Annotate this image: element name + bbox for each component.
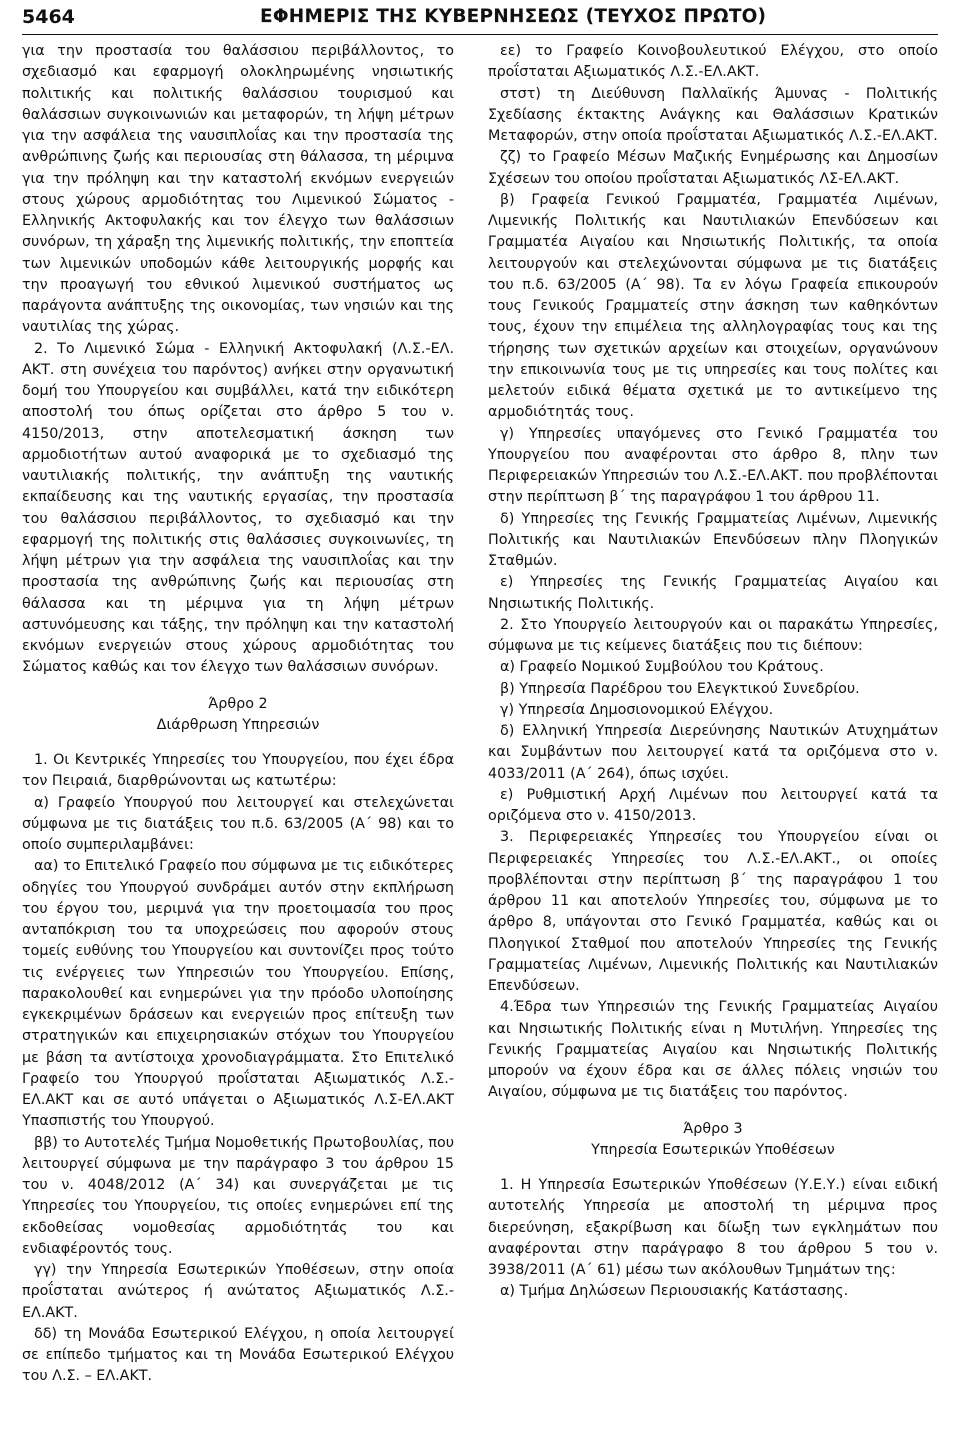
right-column <box>488 41 938 1303</box>
paragraph: γγ) την Υπηρεσία Εσωτερικών Υποθέσεων, στην οποία προΐσταται ανώτερος ή ανώτατος Αξιωματικός Λ.Σ.-ΕΛ.ΑΚΤ. <box>22 1262 454 1321</box>
paragraph: 1. Η Υπηρεσία Εσωτερικών Υποθέσεων (Υ.Ε.Υ.) είναι ειδική αυτοτελής Υπηρεσία με αποστολή τη μέριμνα προς διερεύνηση, εξακρίβωση και δίωξη των εγκλημάτων που αναφέρονται στην παράγραφο 8 του άρθρου 5 του ν. 3938/2011 (Α΄ 61) μέσω των ακόλουθων Τμημάτων της: <box>488 1177 938 1278</box>
paragraph: α) Γραφείο Νομικού Συμβούλου του Κράτους. <box>500 659 824 676</box>
spacer <box>488 1104 938 1119</box>
paragraph: ββ) το Αυτοτελές Τμήμα Νομοθετικής Πρωτοβουλίας, που λειτουργεί σύμφωνα με την παράγραφο 3 του άρθρου 15 του ν. 4048/2012 (Α΄ 34) και συνεργάζεται με τις Υπηρεσίες του Υπουργείου, τις οποίες ενημερώνει επί της εκδοθείσας νομοθεσίας αρμοδιότητάς του και ενδιαφέροντός τους. <box>22 1134 454 1257</box>
left-column <box>22 41 454 1388</box>
page-header <box>22 4 938 34</box>
paragraph: αα) το Επιτελικό Γραφείο που σύμφωνα με τις ειδικότερες οδηγίες του Υπουργού συνδράμει αυτόν στην εκπλήρωση του έργου του, μεριμνά για την προετοιμασία του προς ανταπόκριση του τα υποχρεώσεις που αφορούν στους τομείς ευθύνης του Υπουργείου και συντονίζει προς τούτο τις ενέργειες των Υπηρεσιών του Υπουργείου. Επίσης, παρακολουθεί και ενημερώνει για την πρόοδο υλοποίησης εγκεκριμένων δράσεων και ενεργειών προς επίτευξη των στρατηγικών και επιχειρησιακών στόχων του Υπουργείου με βάση τα αντίστοιχα χρονοδιαγράμματα. Στο Επιτελικό Γραφείο του Υπουργού προΐσταται Αξιωματικός Λ.Σ.-ΕΛ.ΑΚΤ και σε αυτό υπάγεται ο Αξιωματικός Λ.Σ-ΕΛ.ΑΚΤ Υπασπιστής του Υπουργού. <box>22 858 454 1130</box>
paragraph: στστ) τη Διεύθυνση Παλλαϊκής Άμυνας - Πολιτικής Σχεδίασης έκτακτης Ανάγκης και Θαλάσσιων Κρατικών Μεταφορών, στην οποία προΐσταται Αξιωματικός Λ.Σ.-ΕΛ.ΑΚΤ. <box>488 85 938 144</box>
paragraph: δδ) τη Μονάδα Εσωτερικού Ελέγχου, η οποία λειτουργεί σε επίπεδο τμήματος και τη Μονάδα Εσωτερικού Ελέγχου του Λ.Σ. – ΕΛ.ΑΚΤ. <box>22 1325 454 1385</box>
paragraph: δ) Υπηρεσίες της Γενικής Γραμματείας Λιμένων, Λιμενικής Πολιτικής και Ναυτιλιακών Επενδύσεων πλην Πλοηγικών Σταθμών. <box>488 510 938 569</box>
paragraph: 3. Περιφερειακές Υπηρεσίες του Υπουργείου είναι οι Περιφερειακές Υπηρεσίες του Λ.Σ.-ΕΛ.ΑΚΤ., οι οποίες προβλέπονται στην περίπτωση β΄ της παραγράφου 1 του άρθρου 11 και αποτελούν Υπηρεσίες του, σύμφωνα με το άρθρο 8, υπάγονται στο Γενικό Γραμματέα, καθώς και οι Πλοηγικοί Σταθμοί που αποτελούν Υπηρεσίες της Γενικής Γραμματείας Λιμένων, Λιμενικής Πολιτικής και Ναυτιλιακών Επενδύσεων. <box>488 829 938 994</box>
paragraph: 1. Οι Κεντρικές Υπηρεσίες του Υπουργείου, που έχει έδρα τον Πειραιά, διαρθρώνονται ως κατωτέρω: <box>22 752 454 790</box>
spacer <box>22 736 454 750</box>
article-title: Άρθρο 3 <box>683 1120 743 1137</box>
gazette-title: ΕΦΗΜΕΡΙΣ ΤΗΣ ΚΥΒΕΡΝΗΣΕΩΣ (ΤΕΥΧΟΣ ΠΡΩΤΟ) <box>260 6 767 27</box>
spacer <box>488 1161 938 1175</box>
paragraph: ε) Υπηρεσίες της Γενικής Γραμματείας Αιγαίου και Νησιωτικής Πολιτικής. <box>488 574 938 612</box>
spacer <box>22 679 454 694</box>
paragraph: 2. Το Λιμενικό Σώμα - Ελληνική Ακτοφυλακή (Λ.Σ.-ΕΛ. ΑΚΤ. στη συνέχεια του παρόντος) ανήκει στην οργανωτική δομή του Υπουργείου και συμβάλλει, κατά την ειδικότερη αποστολή του όπως ορίζεται στο άρθρο 5 του ν. 4150/2013, στην αποτελεσματική άσκηση των αρμοδιοτήτων αυτού αναφορικά με το σχεδιασμό της ναυτιλιακής πολιτικής, την ανάπτυξη της ναυτικής εκπαίδευσης και της ναυτικής εργασίας, την προστασία του θαλάσσιου περιβάλλοντος, το σχεδιασμό και την εφαρμογή της πολιτικής στις θαλάσσιες συγκοινωνίες, τη λήψη μέτρων για την ασφάλεια της ναυσιπλοΐας και την προστασία της ανθρώπινης ζωής και περιουσίας στη θάλασσα και τη μέριμνα για τη λήψη μέτρων αστυνόμευσης και τάξης, την πρόληψη και την καταστολή εκνόμων ενεργειών στους χώρους αρμοδιότητας του Σώματος καθώς και τον έλεγχο των θαλάσσιων συνόρων. <box>22 340 454 676</box>
paragraph: εε) το Γραφείο Κοινοβουλευτικού Ελέγχου, στο οποίο προΐσταται Αξιωματικός Λ.Σ.-ΕΛ.ΑΚΤ. <box>488 43 938 81</box>
paragraph: β) Υπηρεσία Παρέδρου του Ελεγκτικού Συνεδρίου. <box>500 680 860 697</box>
paragraph: 2. Στο Υπουργείο λειτουργούν και οι παρακάτω Υπηρεσίες, σύμφωνα με τις κείμενες διατάξεις που τις διέπουν: <box>488 616 938 654</box>
article-title: Άρθρο 2 <box>208 695 268 712</box>
article-subtitle: Υπηρεσία Εσωτερικών Υποθέσεων <box>591 1141 835 1158</box>
paragraph: β) Γραφεία Γενικού Γραμματέα, Γραμματέα Λιμένων, Λιμενικής Πολιτικής και Ναυτιλιακών Επενδύσεων και Γραμματέα Αιγαίου και Νησιωτικής Πολιτικής, τα οποία λειτουργούν και στελεχώνονται σύμφωνα με τις διατάξεις του π.δ. 63/2005 (Α΄ 98). Τα εν λόγω Γραφεία επικουρούν τους Γενικούς Γραμματείς στην άσκηση των καθηκόντων τους, έχουν την επιμέλεια της αλληλογραφίας τους και της τήρησης των σχετικών αρχείων και στοιχείων, οργανώνουν την επικοινωνία τους με τις υπηρεσίες και τους πολίτες και μελετούν ειδικά θέματα σχετικά με το αντικείμενο της αρμοδιότητάς τους. <box>488 191 938 421</box>
page-number: 5464 <box>22 6 75 28</box>
paragraph: α) Τμήμα Δηλώσεων Περιουσιακής Κατάστασης. <box>500 1283 849 1300</box>
paragraph: γ) Υπηρεσίες υπαγόμενες στο Γενικό Γραμματέα του Υπουργείου που αναφέρονται στο άρθρο 8, πλην των Περιφερειακών Υπηρεσιών του Λ.Σ.-ΕΛ.ΑΚΤ. που προβλέπονται στην περίπτωση β΄ της παραγράφου 1 του άρθρου 11. <box>488 425 938 506</box>
paragraph: α) Γραφείο Υπουργού που λειτουργεί και στελεχώνεται σύμφωνα με τις διατάξεις του π.δ. 63/2005 (Α΄ 98) και το οποίο συμπεριλαμβάνει: <box>22 794 454 853</box>
paragraph: δ) Ελληνική Υπηρεσία Διερεύνησης Ναυτικών Ατυχημάτων και Συμβάντων που λειτουργεί κατά τα οριζόμενα στο ν. 4033/2011 (Α΄ 264), όπως ισχύει. <box>488 723 938 782</box>
paragraph: 4.Έδρα των Υπηρεσιών της Γενικής Γραμματείας Αιγαίου και Νησιωτικής Πολιτικής είναι η Μυτιλήνη. Υπηρεσίες της Γενικής Γραμματείας Αιγαίου και Νησιωτικής Πολιτικής μπορούν να έχουν έδρα και σε άλλες πόλεις νησιών του Αιγαίου, σύμφωνα με τις διατάξεις του παρόντος. <box>488 999 938 1101</box>
paragraph: γ) Υπηρεσία Δημοσιονομικού Ελέγχου. <box>500 701 774 718</box>
paragraph: ε) Ρυθμιστική Αρχή Λιμένων που λειτουργεί κατά τα οριζόμενα στο ν. 4150/2013. <box>488 786 938 824</box>
article-subtitle: Διάρθρωση Υπηρεσιών <box>156 716 320 733</box>
paragraph: ζζ) το Γραφείο Μέσων Μαζικής Ενημέρωσης και Δημοσίων Σχέσεων του οποίου προΐσταται Αξιωματικός ΛΣ-ΕΛ.ΑΚΤ. <box>488 149 938 187</box>
paragraph: για την προστασία του θαλάσσιου περιβάλλοντος, το σχεδιασμό και εφαρμογή ολοκληρωμένης νησιωτικής πολιτικής και πολιτικής θαλάσσιου τουρισμού και θαλάσσιων συγκοινωνιών και μεταφορών, τη λήψη μέτρων για την ασφάλεια της ναυσιπλοΐας και την προστασία της ανθρώπινης ζωής και περιουσίας στη θάλασσα, τη μέριμνα για την πρόληψη και την καταστολή εκνόμων ενεργειών στους χώρους αρμοδιότητας του Λιμενικού Σώματος - Ελληνικής Ακτοφυλακής και τον έλεγχο των θαλάσσιων συνόρων, τη χάραξη της λιμενικής πολιτικής, την εποπτεία των λιμενικών υποδομών κάθε λειτουργικής μορφής και την προαγωγή του εθνικού λιμενικού συστήματος ως παράγοντα ανάπτυξης της οικονομίας, των νησιών και της ναυτιλίας της χώρας. <box>22 43 454 336</box>
header-divider <box>22 34 938 35</box>
